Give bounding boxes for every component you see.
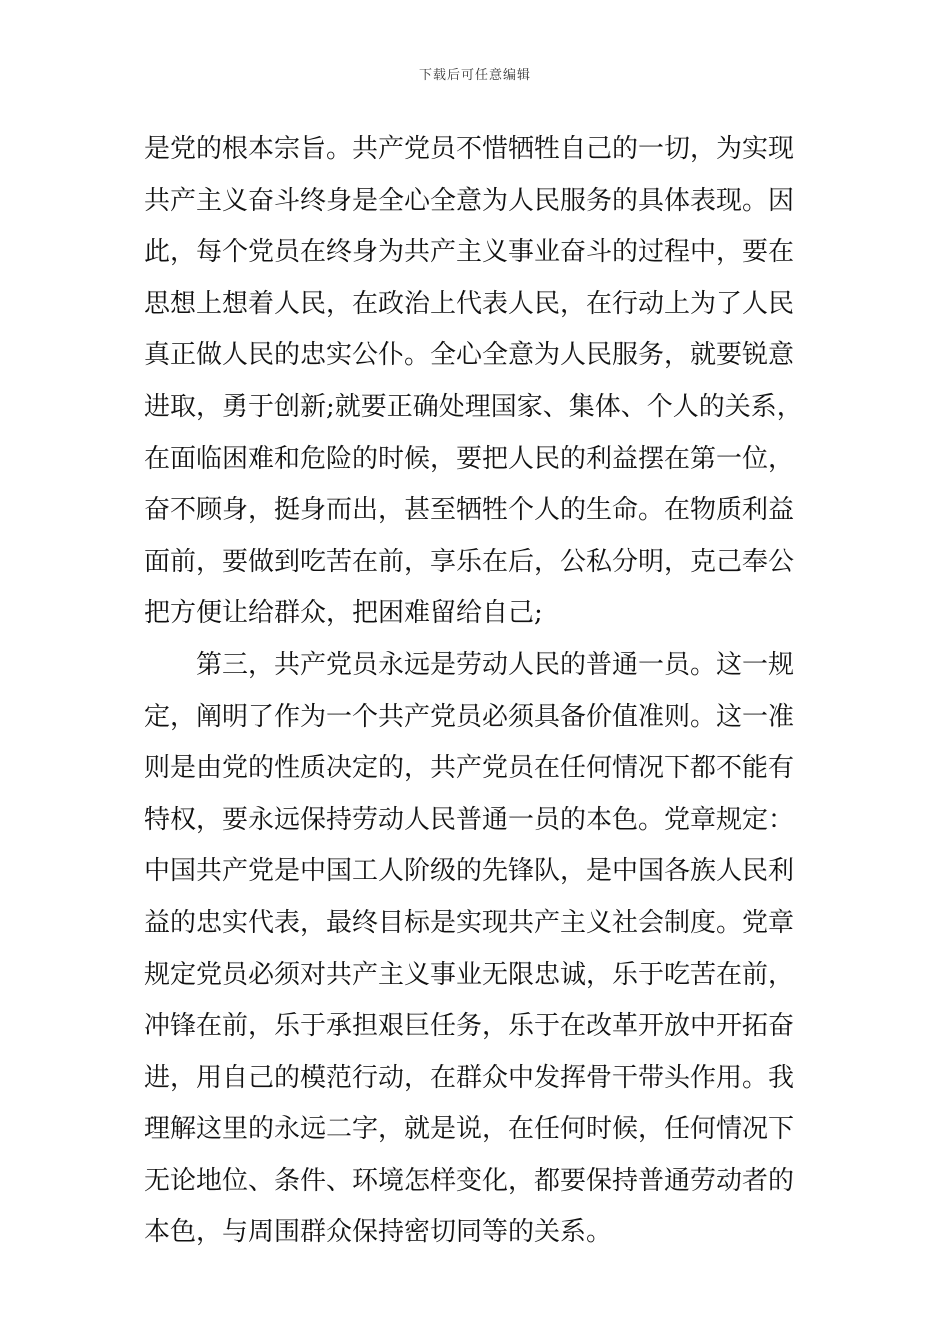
text-line: 规定党员必须对共产主义事业无限忠诚，乐于吃苦在前， <box>144 959 795 990</box>
text-line: 在面临困难和危险的时候，要把人民的利益摆在第一位， <box>144 443 795 474</box>
text-line: 进，用自己的模范行动，在群众中发挥骨干带头作用。我 <box>144 1062 795 1093</box>
text-line: 是党的根本宗旨。共产党员不惜牺牲自己的一切，为实现 <box>144 134 795 164</box>
text-line: 益的忠实代表，最终目标是实现共产主义社会制度。党章 <box>144 907 795 938</box>
text-line: 真正做人民的忠实公仆。全心全意为人民服务，就要锐意 <box>144 340 795 371</box>
text-line: 把方便让给群众，把困难留给自己; <box>144 598 543 629</box>
text-line: 中国共产党是中国工人阶级的先锋队，是中国各族人民利 <box>144 856 795 887</box>
text-line: 奋不顾身，挺身而出，甚至牺牲个人的生命。在物质利益 <box>144 495 795 526</box>
document-body <box>144 124 809 1259</box>
text-line: 思想上想着人民，在政治上代表人民，在行动上为了人民 <box>144 288 795 319</box>
text-line: 进取，勇于创新;就要正确处理国家、集体、个人的关系， <box>144 391 803 422</box>
text-line: 无论地位、条件、环境怎样变化，都要保持普通劳动者的 <box>144 1165 795 1196</box>
text-line: 面前，要做到吃苦在前，享乐在后，公私分明，克己奉公 <box>144 546 795 577</box>
text-line: 定，阐明了作为一个共产党员必须具备价值准则。这一准 <box>144 701 795 732</box>
text-line: 则是由党的性质决定的，共产党员在任何情况下都不能有 <box>144 753 795 784</box>
text-line: 理解这里的永远二字，就是说，在任何时候，任何情况下 <box>144 1114 795 1145</box>
text-line: 本色，与周围群众保持密切同等的关系。 <box>144 1217 613 1248</box>
text-line: 特权，要永远保持劳动人民普通一员的本色。党章规定： <box>144 804 795 835</box>
text-line: 此，每个党员在终身为共产主义事业奋斗的过程中，要在 <box>144 237 795 268</box>
paragraph-start-line: 第三，共产党员永远是劳动人民的普通一员。这一规 <box>196 649 795 680</box>
text-line: 冲锋在前，乐于承担艰巨任务，乐于在改革开放中开拓奋 <box>144 1011 795 1042</box>
text-line: 共产主义奋斗终身是全心全意为人民服务的具体表现。因 <box>144 185 795 216</box>
page-header: 下载后可任意编辑 <box>418 68 531 83</box>
